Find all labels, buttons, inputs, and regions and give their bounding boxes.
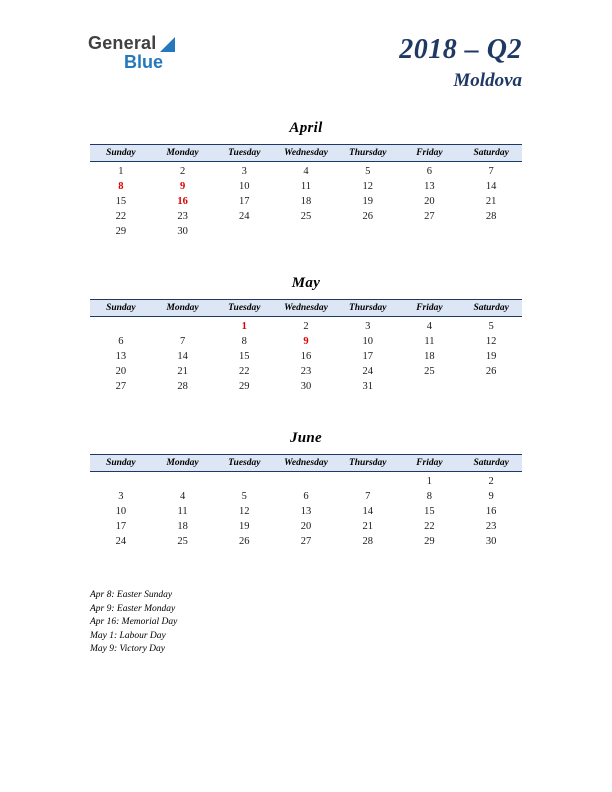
calendar-day: 22 — [424, 521, 435, 532]
weekday-header: Tuesday — [228, 458, 261, 468]
calendar-day: 16 — [485, 506, 497, 517]
week-row — [90, 209, 522, 224]
weekday-header: Saturday — [473, 148, 509, 158]
calendar-day: 5 — [365, 166, 371, 177]
calendar-day: 27 — [424, 211, 435, 222]
calendar-day: 6 — [426, 166, 433, 177]
calendar-day: 29 — [424, 536, 435, 547]
weeks-grid — [90, 474, 522, 549]
calendar-day: 7 — [179, 336, 186, 347]
calendar-day: 23 — [485, 521, 497, 532]
weekday-header: Tuesday — [228, 303, 261, 313]
calendar-day: 1 — [241, 321, 247, 332]
calendar-day: 27 — [115, 381, 127, 392]
calendar-day: 13 — [424, 181, 435, 192]
weekday-header-row — [90, 144, 522, 162]
calendar-day: 25 — [177, 536, 188, 547]
calendar-day: 30 — [177, 226, 188, 237]
calendar-day: 21 — [177, 366, 188, 377]
week-row — [90, 474, 522, 489]
weekday-header: Friday — [416, 458, 443, 468]
weekday-header-row — [90, 454, 522, 472]
calendar-day: 9 — [488, 491, 494, 502]
holiday-note: May 9: Victory Day — [90, 644, 166, 654]
calendar-day: 5 — [488, 321, 494, 332]
calendar-day: 4 — [303, 166, 309, 177]
calendar-day: 18 — [300, 196, 312, 207]
calendar-day: 8 — [426, 491, 433, 502]
calendar-day: 17 — [362, 351, 373, 362]
calendar-day: 26 — [362, 211, 373, 222]
weekday-header: Friday — [416, 303, 443, 313]
calendar-day: 14 — [362, 506, 373, 517]
calendar-day: 21 — [485, 196, 497, 207]
holiday-note: Apr 8: Easter Sunday — [90, 590, 173, 600]
weekday-header-row — [90, 299, 522, 317]
calendar-day: 27 — [300, 536, 312, 547]
week-row — [90, 489, 522, 504]
calendar-day: 10 — [362, 336, 373, 347]
week-row — [90, 164, 522, 179]
calendar-day: 25 — [300, 211, 312, 222]
calendar-day: 5 — [241, 491, 247, 502]
week-row — [90, 519, 522, 534]
logo-text-general: General — [88, 33, 157, 53]
week-row — [90, 194, 522, 209]
calendar-day: 8 — [118, 181, 124, 192]
calendar-day: 18 — [177, 521, 188, 532]
weekday-header: Friday — [416, 148, 443, 158]
calendar-day: 7 — [488, 166, 494, 177]
week-row — [90, 334, 522, 349]
weeks-grid — [90, 164, 522, 239]
weekday-header: Saturday — [473, 458, 509, 468]
calendar-day: 13 — [115, 351, 127, 362]
calendar-day: 22 — [115, 211, 127, 222]
calendar-day: 12 — [485, 336, 497, 347]
weekday-header: Tuesday — [228, 148, 261, 158]
calendar-day: 23 — [300, 366, 312, 377]
holiday-note: Apr 16: Memorial Day — [90, 617, 178, 627]
calendar-day: 30 — [485, 536, 497, 547]
calendar-day: 11 — [424, 336, 435, 347]
calendar-day: 20 — [300, 521, 312, 532]
calendar-day: 3 — [365, 321, 371, 332]
logo-text-blue: Blue — [124, 51, 164, 72]
calendar-day: 31 — [362, 381, 373, 392]
calendar-day: 19 — [362, 196, 373, 207]
calendar-month-april — [90, 120, 522, 239]
weekday-header: Sunday — [106, 148, 136, 158]
weekday-header: Thursday — [348, 148, 387, 158]
calendar-day: 9 — [303, 336, 309, 347]
calendar-day: 28 — [485, 211, 497, 222]
calendar-day: 3 — [118, 491, 124, 502]
calendar-day: 3 — [241, 166, 247, 177]
calendar-day: 17 — [115, 521, 127, 532]
logo-triangle-icon — [160, 37, 175, 52]
month-title: April — [289, 120, 323, 136]
calendar-day: 14 — [485, 181, 497, 192]
weekday-header: Sunday — [106, 303, 136, 313]
calendar-day: 24 — [115, 536, 127, 547]
calendar-day: 2 — [179, 166, 186, 177]
weekday-header: Thursday — [348, 303, 387, 313]
calendar-day: 7 — [365, 491, 371, 502]
calendar-day: 1 — [118, 166, 124, 177]
week-row — [90, 319, 522, 334]
calendar-day: 15 — [424, 506, 435, 517]
week-row — [90, 504, 522, 519]
calendar-day: 26 — [485, 366, 497, 377]
page-title: 2018 – Q2 — [399, 34, 522, 65]
weekday-header: Sunday — [106, 458, 136, 468]
calendar-day: 20 — [115, 366, 127, 377]
calendar-day: 11 — [300, 181, 312, 192]
calendar-day: 6 — [303, 491, 309, 502]
week-row — [90, 224, 522, 239]
calendar-day: 1 — [426, 476, 433, 487]
week-row — [90, 534, 522, 549]
calendar-month-june — [90, 430, 522, 549]
logo — [88, 34, 175, 72]
calendar-day: 9 — [179, 181, 186, 192]
calendar-day: 4 — [426, 321, 433, 332]
calendar-day: 4 — [179, 491, 186, 502]
weekday-header: Saturday — [473, 303, 509, 313]
calendar-day: 29 — [239, 381, 250, 392]
calendar-day: 6 — [118, 336, 124, 347]
calendar-month-may — [90, 275, 522, 394]
calendar-day: 23 — [177, 211, 188, 222]
weeks-grid — [90, 319, 522, 394]
calendar-day: 10 — [239, 181, 250, 192]
calendar-day: 15 — [239, 351, 250, 362]
holiday-note: Apr 9: Easter Monday — [90, 603, 176, 614]
holiday-notes — [90, 589, 612, 657]
calendar-day: 16 — [177, 196, 188, 207]
calendar-day: 2 — [303, 321, 309, 332]
calendar-day: 19 — [485, 351, 497, 362]
calendar-day: 19 — [239, 521, 250, 532]
calendar-day: 21 — [362, 521, 373, 532]
week-row — [90, 379, 522, 394]
calendar-day: 24 — [239, 211, 250, 222]
calendar-day: 18 — [424, 351, 435, 362]
calendar-day: 22 — [239, 366, 250, 377]
weekday-header: Monday — [166, 303, 199, 313]
weekday-header: Monday — [166, 458, 199, 468]
calendar-day: 24 — [362, 366, 373, 377]
weekday-header: Monday — [166, 148, 199, 158]
calendar-day: 28 — [177, 381, 188, 392]
logo-top-line — [88, 34, 175, 53]
calendar-day: 29 — [115, 226, 127, 237]
page-header — [0, 0, 612, 92]
calendar-day: 13 — [300, 506, 312, 517]
calendar-day: 12 — [362, 181, 373, 192]
calendar-day: 14 — [177, 351, 188, 362]
weekday-header: Wednesday — [284, 148, 328, 158]
holiday-note: May 1: Labour Day — [90, 630, 166, 641]
calendar-day: 28 — [362, 536, 373, 547]
calendar-day: 15 — [115, 196, 127, 207]
calendar-day: 26 — [239, 536, 250, 547]
page-subtitle: Moldova — [453, 70, 522, 91]
calendar-day: 10 — [115, 506, 127, 517]
calendar-day: 2 — [488, 476, 494, 487]
calendar-day: 30 — [300, 381, 312, 392]
month-title: May — [291, 275, 321, 291]
month-title: June — [289, 430, 323, 446]
calendar-day: 12 — [239, 506, 250, 517]
calendar-day: 16 — [300, 351, 312, 362]
calendar-day: 20 — [424, 196, 435, 207]
weekday-header: Wednesday — [284, 303, 328, 313]
title-block — [399, 34, 522, 92]
calendar-day: 25 — [424, 366, 435, 377]
calendar-day: 17 — [239, 196, 250, 207]
weekday-header: Thursday — [348, 458, 387, 468]
calendar-day: 8 — [241, 336, 247, 347]
weekday-header: Wednesday — [284, 458, 328, 468]
week-row — [90, 179, 522, 194]
week-row — [90, 364, 522, 379]
week-row — [90, 349, 522, 364]
calendar-day: 11 — [177, 506, 188, 517]
